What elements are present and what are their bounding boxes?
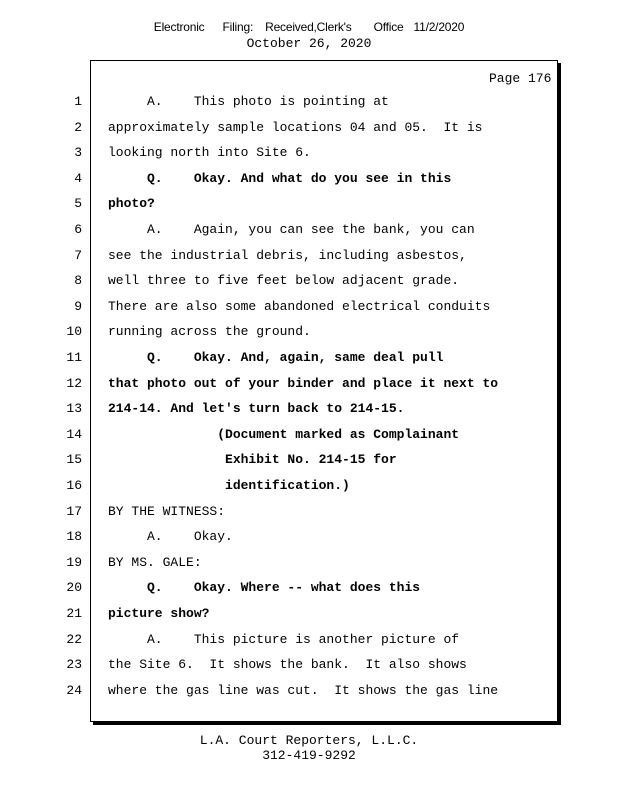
line-number: 13 (66, 401, 82, 417)
transcript-line (0, 145, 618, 165)
line-text: the Site 6. It shows the bank. It also shows (108, 657, 467, 673)
transcript-line (0, 401, 618, 421)
line-text: Q. Okay. And what do you see in this (108, 170, 452, 186)
transcript-line (0, 478, 618, 498)
stamp-part: Electronic (153, 20, 205, 34)
transcript-line (0, 248, 618, 268)
line-number: 10 (66, 324, 82, 340)
line-number: 23 (66, 657, 82, 673)
line-text: A. Again, you can see the bank, you can (108, 222, 475, 237)
transcript-line (0, 350, 618, 370)
line-number: 18 (66, 529, 82, 545)
line-text: approximately sample locations 04 and 05. It is (108, 119, 483, 135)
filing-stamp (0, 20, 618, 34)
stamp-part: Received,Clerk's (265, 20, 352, 34)
line-text: running across the ground. (108, 324, 311, 340)
line-text: identification.) (108, 478, 350, 493)
line-number: 2 (74, 119, 82, 135)
reporter-phone: 312-419-9292 (262, 748, 356, 763)
transcript-line (0, 94, 618, 114)
line-text: A. This photo is pointing at (108, 94, 389, 109)
line-number: 21 (66, 606, 82, 621)
line-number: 19 (66, 554, 82, 570)
transcript-line (0, 376, 618, 396)
line-text: (Document marked as Complainant (108, 426, 460, 442)
line-text: looking north into Site 6. (108, 145, 311, 161)
line-number: 20 (66, 580, 82, 596)
transcript-line (0, 171, 618, 191)
line-text: Q. Okay. And, again, same deal pull (108, 350, 444, 365)
line-number: 5 (74, 196, 82, 212)
transcript-line (0, 273, 618, 293)
line-text: There are also some abandoned electrical conduits (108, 298, 491, 314)
line-number: 15 (66, 452, 82, 468)
line-text: BY THE WITNESS: (108, 503, 226, 519)
line-number: 24 (66, 682, 82, 698)
line-number: 9 (74, 298, 82, 314)
line-number: 11 (66, 350, 82, 365)
transcript-line (0, 504, 618, 524)
stamp-part: Office (373, 20, 404, 34)
line-number: 17 (66, 503, 82, 519)
transcript-line (0, 683, 618, 703)
line-number: 16 (66, 478, 82, 493)
line-text: Exhibit No. 214-15 for (108, 452, 397, 468)
transcript-line (0, 324, 618, 344)
line-text: Q. Okay. Where -- what does this (108, 580, 421, 596)
stamp-part: 11/2/2020 (413, 20, 465, 34)
transcript-line (0, 529, 618, 549)
transcript-line (0, 222, 618, 242)
line-text: 214-14. And let's turn back to 214-15. (108, 401, 405, 417)
line-number: 22 (66, 631, 82, 647)
transcript-line (0, 632, 618, 652)
line-number: 3 (74, 145, 82, 161)
reporter-company: L.A. Court Reporters, L.L.C. (199, 733, 419, 748)
transcript-line (0, 120, 618, 140)
line-text: picture show? (108, 606, 210, 621)
transcript-line (0, 606, 618, 626)
line-text: well three to five feet below adjacent grade. (108, 273, 460, 289)
transcript-line (0, 299, 618, 319)
transcript-line (0, 580, 618, 600)
line-number: 7 (74, 247, 82, 263)
transcript-line (0, 196, 618, 216)
line-number: 4 (74, 170, 82, 186)
transcript-date: October 26, 2020 (246, 36, 372, 51)
line-number: 14 (66, 426, 82, 442)
transcript-line (0, 452, 618, 472)
line-text: photo? (108, 196, 155, 212)
line-number: 12 (66, 375, 82, 391)
transcript-line (0, 555, 618, 575)
line-text: see the industrial debris, including asbestos, (108, 247, 467, 263)
stamp-part: Filing: (222, 20, 254, 34)
line-text: A. Okay. (108, 529, 233, 545)
line-number: 8 (74, 273, 82, 289)
line-text: where the gas line was cut. It shows the gas line (108, 682, 499, 698)
line-text: that photo out of your binder and place it next to (108, 375, 499, 391)
line-number: 1 (74, 94, 82, 109)
page-number: Page 176 (489, 71, 552, 86)
line-text: BY MS. GALE: (108, 554, 202, 570)
transcript-line (0, 427, 618, 447)
line-number: 6 (74, 222, 82, 237)
line-text: A. This picture is another picture of (108, 631, 460, 647)
transcript-line (0, 657, 618, 677)
